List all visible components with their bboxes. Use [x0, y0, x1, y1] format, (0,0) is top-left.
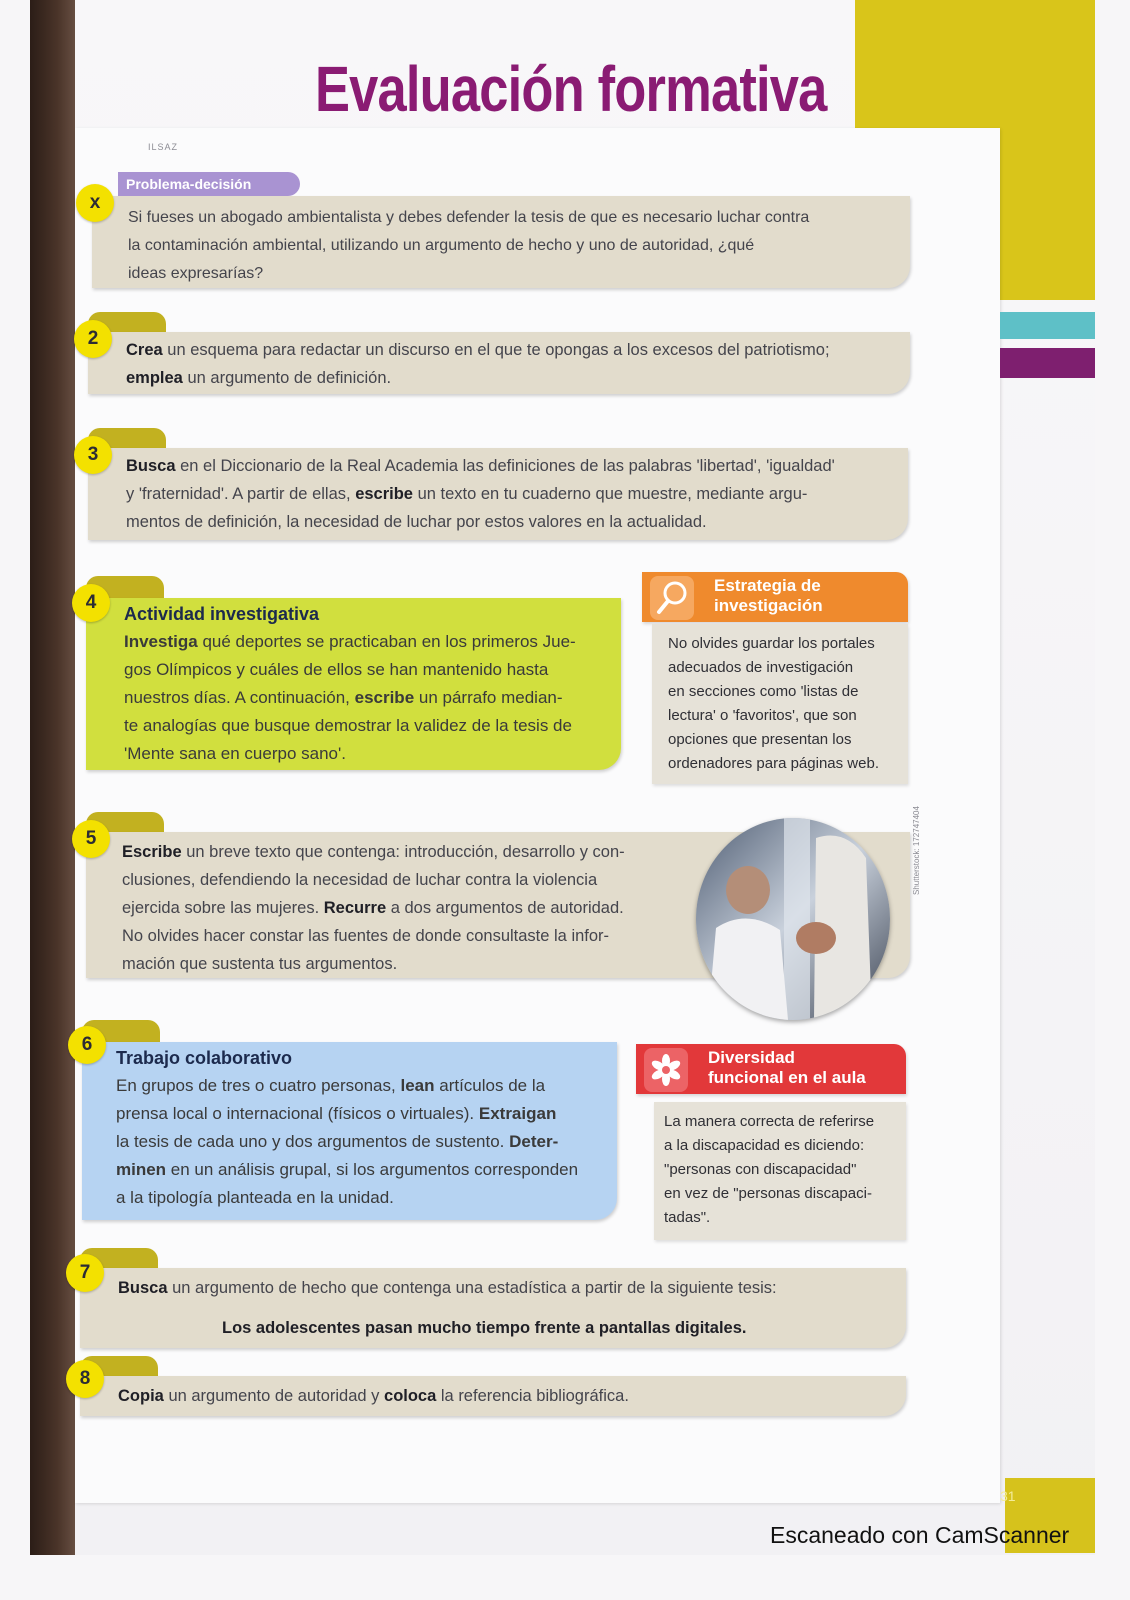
diversity-line: "personas con discapacidad" — [664, 1161, 857, 1178]
purple-stripe — [1000, 348, 1095, 378]
activity-4-verb-2: escribe — [354, 688, 415, 707]
activity-6-verb-3a: Deter- — [509, 1132, 559, 1151]
violence-photo — [696, 818, 890, 1020]
activity-2-verb-2: emplea — [126, 369, 183, 387]
activity-7-thesis: Los adolescentes pasan mucho tiempo frente a pantallas digitales. — [222, 1319, 747, 1337]
diversity-line: en vez de "personas discapaci- — [664, 1185, 872, 1202]
activity-3-line-2a: y 'fraternidad'. A partir de ellas, — [126, 485, 351, 503]
activity-x-line-3: ideas expresarías? — [128, 265, 264, 282]
activity-5-line-3a: ejercida sobre las mujeres. — [122, 899, 320, 917]
activity-6-line-2a: prensa local o internacional (físicos o virtuales). — [116, 1104, 475, 1123]
strategy-line: en secciones como 'listas de — [668, 683, 859, 700]
strategy-title-1: Estrategia de — [714, 576, 821, 595]
activity-5-line-5: mación que sustenta tus argumentos. — [122, 955, 398, 973]
teal-stripe — [1000, 312, 1095, 339]
strategy-line: No olvides guardar los portales — [668, 635, 875, 652]
activity-7-verb-1: Busca — [118, 1279, 168, 1297]
activity-6-verb-1: lean — [400, 1076, 435, 1095]
activity-2-verb-1: Crea — [126, 341, 163, 359]
activity-5-verb-2: Recurre — [323, 899, 387, 917]
book-spine — [30, 0, 80, 1555]
activity-6-box — [82, 1042, 617, 1220]
diversity-line: tadas". — [664, 1209, 711, 1226]
activity-3-verb-2: escribe — [355, 485, 413, 503]
activity-5-verb-1: Escribe — [122, 843, 182, 861]
activity-3-line-2b: un texto en tu cuaderno que muestre, mediante argu- — [417, 485, 808, 503]
activity-5-number: 5 — [72, 820, 110, 858]
activity-4-line-4: te analogías que busque demostrar la validez de la tesis de — [124, 716, 572, 735]
activity-x-number: x — [76, 184, 114, 222]
activity-6-verb-3b: minen — [116, 1160, 167, 1179]
activity-5-line-3b: a dos argumentos de autoridad. — [390, 899, 624, 917]
activity-4-line-2: gos Olímpicos y cuáles de ellos se han mantenido hasta — [124, 660, 549, 679]
magnifier-icon — [650, 576, 694, 620]
activity-4-line-3a: nuestros días. A continuación, — [124, 688, 350, 707]
problem-decision-tag: Problema-decisión — [118, 172, 300, 196]
diversity-body — [654, 1102, 906, 1240]
activity-2-line-1: un esquema para redactar un discurso en el que te opongas a los excesos del patriotismo; — [167, 341, 830, 359]
page-title: Evaluación formativa — [315, 53, 827, 125]
activity-3-line-3: mentos de definición, la necesidad de luchar por estos valores en la actualidad. — [126, 513, 707, 531]
page-code: ILSAZ — [148, 142, 179, 152]
activity-5-line-2: clusiones, defendiendo la necesidad de luchar contra la violencia — [122, 871, 598, 889]
activity-3-number: 3 — [74, 436, 112, 474]
photo-credit: Shutterstock: 172747404 — [912, 806, 921, 895]
activity-8-line-2: la referencia bibliográfica. — [440, 1387, 629, 1405]
activity-4-line-1: qué deportes se practicaban en los primeros Jue- — [202, 632, 576, 651]
strategy-body — [652, 624, 908, 784]
activity-7-number: 7 — [66, 1254, 104, 1292]
activity-2-number: 2 — [74, 320, 112, 358]
activity-7-line-1: un argumento de hecho que contenga una estadística a partir de la siguiente tesis: — [172, 1279, 777, 1297]
activity-3-verb-1: Busca — [126, 457, 176, 475]
activity-6-line-1b: artículos de la — [439, 1076, 546, 1095]
strategy-title-2: investigación — [714, 596, 823, 615]
flower-icon — [644, 1048, 688, 1092]
strategy-line: ordenadores para páginas web. — [668, 755, 879, 772]
activity-6-heading: Trabajo colaborativo — [116, 1048, 293, 1068]
scanner-watermark: Escaneado con CamScanner — [770, 1522, 1070, 1548]
activity-4-heading: Actividad investigativa — [124, 604, 320, 624]
activity-8-verb-2: coloca — [384, 1387, 437, 1405]
activity-4-line-5: 'Mente sana en cuerpo sano'. — [124, 744, 346, 763]
activity-7-box — [80, 1268, 906, 1348]
activity-8-number: 8 — [66, 1360, 104, 1398]
activity-3-box — [88, 448, 908, 540]
activity-8-box — [80, 1376, 906, 1416]
strategy-line: opciones que presentan los — [668, 731, 852, 748]
activity-6-line-1a: En grupos de tres o cuatro personas, — [116, 1076, 396, 1095]
strategy-line: adecuados de investigación — [668, 659, 854, 676]
activity-4-line-3b: un párrafo median- — [418, 688, 563, 707]
diversity-line: La manera correcta de referirse — [664, 1113, 875, 1130]
activity-6-line-4: en un análisis grupal, si los argumentos corresponden — [170, 1160, 579, 1179]
strategy-header — [642, 572, 908, 622]
activity-2-box — [88, 332, 910, 394]
activity-4-verb-1: Investiga — [124, 632, 198, 651]
strategy-line: lectura' o 'favoritos', que son — [668, 707, 857, 724]
activity-6-number: 6 — [68, 1026, 106, 1064]
activity-5-line-4: No olvides hacer constar las fuentes de donde consultaste la infor- — [122, 927, 610, 945]
activity-6-line-3a: la tesis de cada uno y dos argumentos de sustento. — [116, 1132, 505, 1151]
activity-8-line-1: un argumento de autoridad y — [168, 1387, 380, 1405]
activity-3-line-1: en el Diccionario de la Real Academia las definiciones de las palabras 'libertad', 'igualdad' — [180, 457, 835, 475]
activity-x-line-2: la contaminación ambiental, utilizando un argumento de hecho y uno de autoridad, ¿qué — [128, 237, 755, 254]
diversity-header — [636, 1044, 906, 1094]
activity-x-line-1: Si fueses un abogado ambientalista y debes defender la tesis de que es necesario luchar contra — [128, 209, 810, 226]
activity-6-verb-2: Extraigan — [478, 1104, 557, 1123]
activity-2-line-2: un argumento de definición. — [187, 369, 392, 387]
activity-8-verb-1: Copia — [118, 1387, 164, 1405]
diversity-title-1: Diversidad — [708, 1048, 795, 1067]
page-number: 31 — [1000, 1488, 1016, 1504]
diversity-line: a la discapacidad es diciendo: — [664, 1137, 865, 1154]
activity-4-box — [86, 598, 621, 770]
activity-6-line-5: a la tipología planteada en la unidad. — [116, 1188, 394, 1207]
activity-x-box — [92, 196, 910, 288]
activity-4-number: 4 — [72, 584, 110, 622]
diversity-title-2: funcional en el aula — [708, 1068, 866, 1087]
activity-5-line-1: un breve texto que contenga: introducción, desarrollo y con- — [186, 843, 625, 861]
